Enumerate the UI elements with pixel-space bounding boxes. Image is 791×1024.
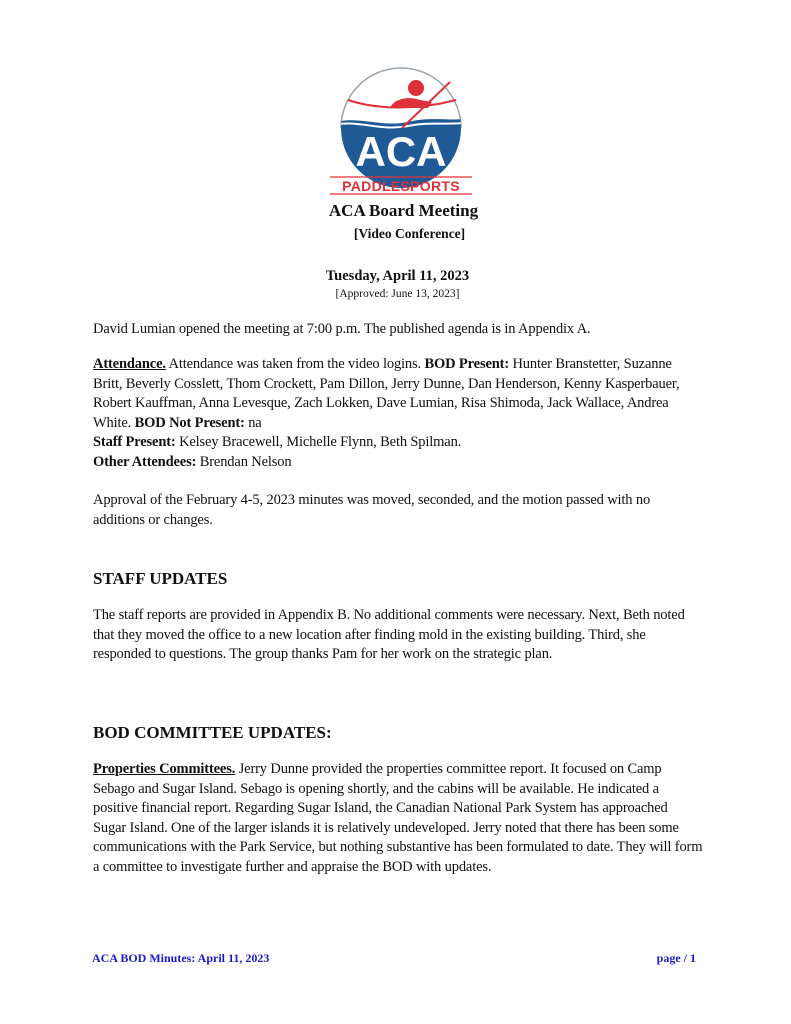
document-subtitle: [Video Conference] (353, 226, 466, 241)
opening-paragraph: David Lumian opened the meeting at 7:00 p.m. The published agenda is in Appendix A. (93, 321, 591, 337)
attendance-paragraph (93, 355, 703, 472)
other-attendees-list: Brendan Nelson (196, 453, 292, 470)
other-attendees-label: Other Attendees: (93, 453, 197, 470)
attendance-intro: Attendance was taken from the video logins. (165, 356, 425, 372)
logo-letters: ACA (355, 128, 447, 175)
meeting-date: Tuesday, April 11, 2023 (325, 268, 470, 284)
staff-present-list: Kelsey Bracewell, Michelle Flynn, Beth Spilman. (175, 434, 462, 450)
staff-present-label: Staff Present: (93, 434, 176, 450)
bod-not-present-value: na (244, 414, 262, 431)
minutes-approval-paragraph: Approval of the February 4-5, 2023 minutes was moved, seconded, and the motion passed with no additions or changes. (93, 492, 651, 528)
document-title: ACA Board Meeting (328, 201, 479, 220)
staff-updates-paragraph: The staff reports are provided in Appendix B. No additional comments were necessary. Next, Beth noted that they moved the office to a new location after finding mold in the existing building. Third, she responded to questions. The group thanks Pam for her work on the strategic plan. (93, 607, 685, 662)
properties-committee-heading: Properties Committees. (93, 761, 236, 777)
aca-paddlesports-logo (328, 66, 474, 196)
approval-date: [Approved: June 13, 2023] (335, 288, 460, 300)
bod-not-present-label: BOD Not Present: (134, 414, 245, 431)
attendance-heading: Attendance. (93, 356, 166, 372)
footer-page-number: page / 1 (656, 951, 696, 965)
properties-committee-paragraph (93, 760, 703, 877)
bod-committee-updates-heading: BOD COMMITTEE UPDATES: (93, 723, 332, 742)
bod-present-label: BOD Present: (424, 356, 509, 372)
bod-present-list: Hunter Branstetter, Suzanne Britt, Beverly Cosslett, Thom Crockett, Pam Dillon, Jerry Dunne, Dan Henderson, Kenny Kasperbauer, Robert Kauffman, Anna Levesque, Zach Lokken, Dave Lumian, Risa Shimoda, Jack Wallace, Andrea White. (93, 356, 680, 431)
footer-document-title: ACA BOD Minutes: April 11, 2023 (92, 951, 270, 965)
svg-text:PADDLESPORTS: PADDLESPORTS (342, 178, 460, 194)
properties-committee-text: Jerry Dunne provided the properties committee report. It focused on Camp Sebago and Sugar Island. Sebago is opening shortly, and the cabins will be available. He indicated a positive financial report. Regarding Sugar Island, the Canadian National Park System has approached Sugar Island. One of the larger islands it is relatively undeveloped. Jerry noted that there has been some communications with the Park Service, but nothing substantive has been formulated to date. They will form a committee to investigate further and appraise the BOD with updates. (93, 761, 703, 875)
staff-updates-heading: STAFF UPDATES (93, 569, 228, 588)
